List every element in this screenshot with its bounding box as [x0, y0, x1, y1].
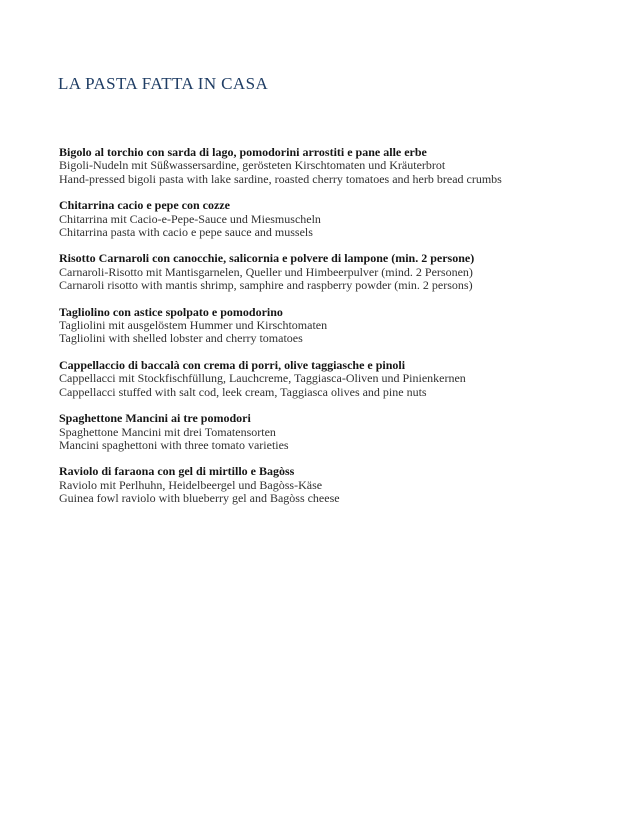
dish-description-english: Chitarrina pasta with cacio e pepe sauce and mussels	[59, 225, 313, 240]
page-title: LA PASTA FATTA IN CASA	[58, 74, 269, 93]
dish-name-italian: Raviolo di faraona con gel di mirtillo e Bagòss	[59, 464, 295, 479]
dish-description-english: Cappellacci stuffed with salt cod, leek cream, Taggiasca olives and pine nuts	[59, 384, 427, 399]
dish-description-english: Guinea fowl raviolo with blueberry gel and Bagòss cheese	[59, 491, 340, 506]
dish-name-italian: Spaghettone Mancini ai tre pomodori	[59, 411, 251, 426]
menu-item	[59, 199, 599, 239]
menu-item	[59, 252, 599, 292]
dish-description-german: Carnaroli-Risotto mit Mantisgarnelen, Queller und Himbeerpulver (mind. 2 Personen)	[59, 264, 473, 279]
dish-description-english: Mancini spaghettoni with three tomato varieties	[59, 437, 289, 452]
dish-description-german: Chitarrina mit Cacio-e-Pepe-Sauce und Miesmuscheln	[59, 211, 321, 226]
menu-item	[59, 306, 599, 346]
dish-name-italian: Risotto Carnaroli con canocchie, salicornia e polvere di lampone (min. 2 persone)	[59, 251, 475, 266]
dish-description-german: Spaghettone Mancini mit drei Tomatensorten	[59, 424, 276, 439]
menu-item	[59, 359, 599, 399]
dish-description-english: Hand-pressed bigoli pasta with lake sardine, roasted cherry tomatoes and herb bread crumbs	[59, 171, 502, 186]
dish-description-german: Cappellacci mit Stockfischfüllung, Lauchcreme, Taggiasca-Oliven und Pinienkernen	[59, 371, 466, 386]
menu-item	[59, 146, 599, 186]
dish-name-italian: Bigolo al torchio con sarda di lago, pomodorini arrostiti e pane alle erbe	[59, 145, 427, 159]
dish-name-italian: Tagliolino con astice spolpato e pomodorino	[59, 304, 283, 319]
dish-name-italian: Chitarrina cacio e pepe con cozze	[59, 198, 230, 213]
dish-description-german: Raviolo mit Perlhuhn, Heidelbeergel und Bagòss-Käse	[59, 477, 323, 492]
dish-description-german: Bigoli-Nudeln mit Süßwassersardine, gerösteten Kirschtomaten und Kräuterbrot	[59, 158, 446, 173]
dish-description-english: Tagliolini with shelled lobster and cherry tomatoes	[59, 331, 303, 346]
dish-description-german: Tagliolini mit ausgelöstem Hummer und Kirschtomaten	[59, 318, 328, 333]
dish-description-english: Carnaroli risotto with mantis shrimp, samphire and raspberry powder (min. 2 persons)	[59, 278, 473, 293]
dish-name-italian: Cappellaccio di baccalà con crema di porri, olive taggiasche e pinoli	[59, 357, 406, 372]
menu-list	[59, 146, 599, 519]
menu-item	[59, 465, 599, 505]
menu-item	[59, 412, 599, 452]
